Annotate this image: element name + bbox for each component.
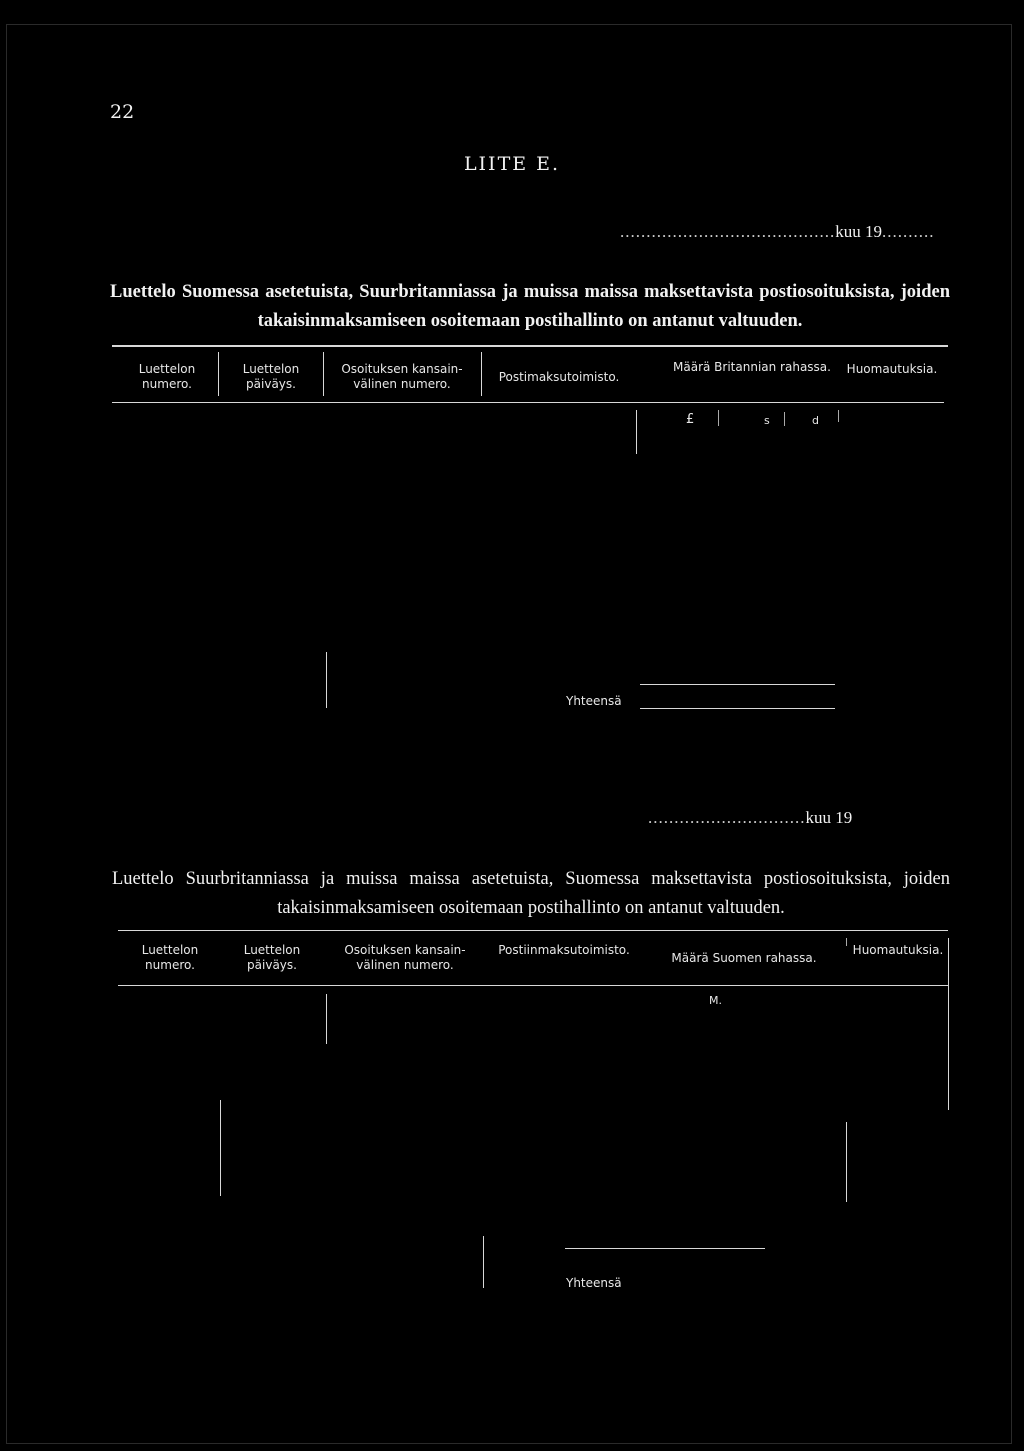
date-trailing-dots: .......... [882,222,935,241]
section1-currency-divider [718,410,719,426]
section1-date-line [620,222,935,242]
section1-col-list-date: Luettelon päiväys. [242,362,300,391]
date-month-year: kuu 19 [835,222,882,241]
section2-col-list-date: Luettelon päiväys. [243,943,301,972]
shilling-unit: s [764,414,770,427]
section1-col-amount-gbp: Määrä Britannian rahassa. [673,360,831,374]
section2-table-top-rule [118,930,948,931]
section1-col-paying-office: Postimaksutoimisto. [498,370,620,384]
section2-right-border [948,938,949,1110]
section2-col-divider [326,994,327,1044]
section1-total-label: Yhteensä [566,694,622,708]
section2-col-divider [220,1100,221,1196]
section2-date-line [648,808,852,828]
page-number: 22 [110,101,135,123]
section1-col-divider [481,352,482,396]
section1-col-remarks: Huomautuksia. [846,362,938,376]
date-month-year: kuu 19 [805,808,853,827]
pence-unit: d [812,414,819,427]
section2-col-payment-office: Postiinmaksutoimisto. [498,943,630,957]
pound-unit: £ [686,412,695,427]
appendix-title: LIITE E. [463,153,561,175]
date-dots: .............................. [648,808,806,827]
markka-unit: M. [709,994,722,1007]
section2-title: Luettelo Suurbritanniassa ja muissa maissa asetetuista, Suomessa maksettavista postiosoituksista, joiden takaisinmaksamiseen osoitemaan postihallinto on antanut valtuuden. [112,869,950,918]
section1-col-list-number: Luettelon numero. [138,362,196,391]
section1-currency-divider [784,412,785,426]
section1-total-rule [640,684,835,685]
section2-col-divider [483,1236,484,1288]
section1-col-divider [326,652,327,708]
section1-col-divider [636,410,637,454]
section2-col-intl-number: Osoituksen kansainvälinen numero. [344,943,466,972]
section2-total-label: Yhteensä [566,1276,622,1290]
section2-total-rule [565,1248,765,1249]
section1-table-top-rule [112,345,948,347]
section2-col-divider [846,1122,847,1202]
section2-col-divider [846,938,847,946]
section2-col-list-number: Luettelon numero. [141,943,199,972]
section2-table-header-rule [118,985,948,986]
date-dots: ......................................... [620,222,836,241]
section1-col-divider [218,352,219,396]
section2-col-amount-fim: Määrä Suomen rahassa. [671,951,817,965]
section1-col-divider [323,352,324,396]
section1-table-header-rule [112,402,944,403]
section1-title: Luettelo Suomessa asetetuista, Suurbritanniassa ja muissa maissa maksettavista postiosoituksista, joiden takaisinmaksamiseen osoitemaan postihallinto on antanut valtuuden. [110,282,950,331]
section1-col-intl-number: Osoituksen kansainvälinen numero. [341,362,463,391]
section1-total-rule [640,708,835,709]
section1-currency-divider [838,410,839,422]
section2-col-remarks: Huomautuksia. [852,943,944,957]
